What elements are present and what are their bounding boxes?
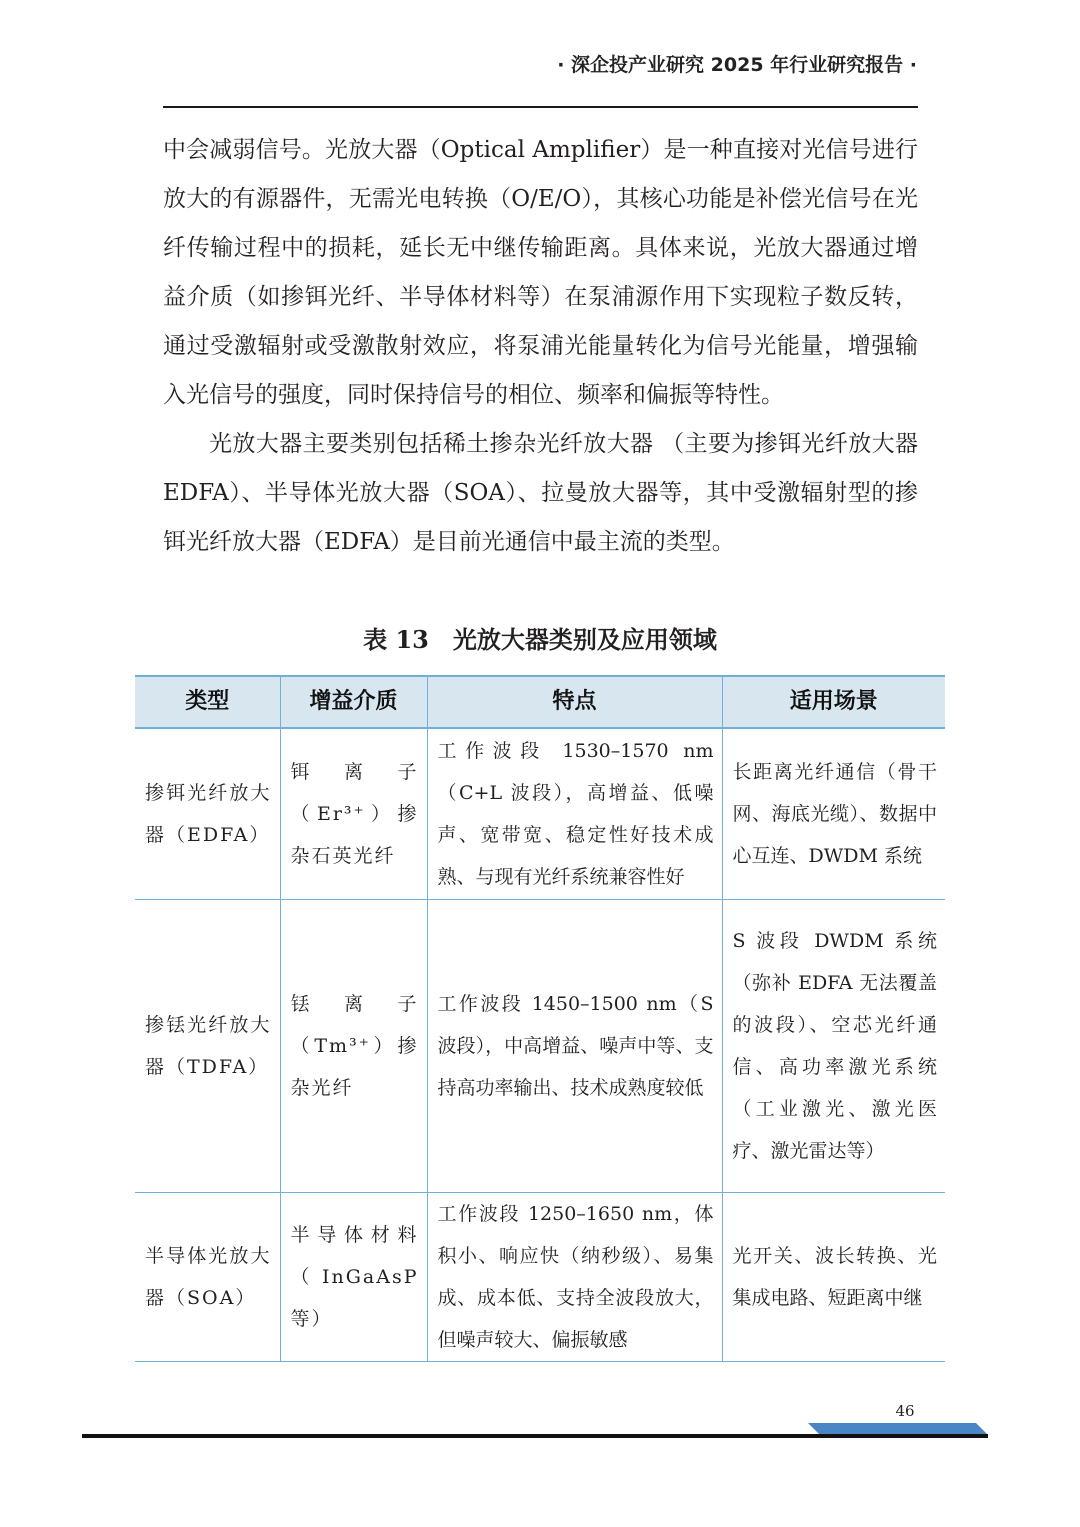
type-cell: 掺铥光纤放大器（TDFA）: [135, 900, 280, 1193]
table-title: 表 13 光放大器类别及应用领域: [363, 625, 717, 654]
footer-rule: [82, 1434, 988, 1438]
body-text: [163, 126, 918, 567]
running-header: · 深企投产业研究 2025 年行业研究报告 ·: [557, 54, 917, 76]
applications-cell: 光开关、波长转换、光集成电路、短距离中继: [722, 1193, 945, 1362]
amplifier-table: [135, 675, 945, 1362]
column-header: 类型: [135, 676, 280, 728]
applications-cell: S 波段 DWDM 系统（弥补 EDFA 无法覆盖的波段）、空芯光纤通信、高功率激光系统（工业激光、激光医疗、激光雷达等）: [722, 900, 945, 1193]
table-header-row: [135, 676, 945, 728]
table-row: [135, 728, 945, 900]
medium-cell: 半导体材料（InGaAsP 等）: [280, 1193, 427, 1362]
footer-accent-shape: [808, 1423, 988, 1435]
column-header: 增益介质: [280, 676, 427, 728]
type-cell: 半导体光放大器（SOA）: [135, 1193, 280, 1362]
applications-cell: 长距离光纤通信（骨干网、海底光缆）、数据中心互连、DWDM 系统: [722, 728, 945, 900]
header-rule: [163, 106, 918, 108]
table-row: [135, 1193, 945, 1362]
features-cell: 工作波段 1250–1650 nm，体积小、响应快（纳秒级）、易集成、成本低、支持全波段放大，但噪声较大、偏振敏感: [427, 1193, 722, 1362]
medium-cell: 铒离子（Er³⁺）掺杂石英光纤: [280, 728, 427, 900]
paragraph: 光放大器主要类别包括稀土掺杂光纤放大器 （主要为掺铒光纤放大器 EDFA）、半导体光放大器（SOA）、拉曼放大器等，其中受激辐射型的掺铒光纤放大器（EDFA）是目前光通信中最主流的类型。: [163, 431, 918, 555]
paragraph: 中会减弱信号。光放大器（Optical Amplifier）是一种直接对光信号进行放大的有源器件，无需光电转换（O/E/O），其核心功能是补偿光信号在光纤传输过程中的损耗，延长无中继传输距离。具体来说，光放大器通过增益介质（如掺铒光纤、半导体材料等）在泵浦源作用下实现粒子数反转，通过受激辐射或受激散射效应，将泵浦光能量转化为信号光能量，增强输入光信号的强度，同时保持信号的相位、频率和偏振等特性。: [163, 137, 918, 408]
type-cell: 掺铒光纤放大器（EDFA）: [135, 728, 280, 900]
medium-cell: 铥离子（Tm³⁺）掺杂光纤: [280, 900, 427, 1193]
features-cell: 工作波段 1530–1570 nm（C+L 波段），高增益、低噪声、宽带宽、稳定性好技术成熟、与现有光纤系统兼容性好: [427, 728, 722, 900]
column-header: 特点: [427, 676, 722, 728]
table-row: [135, 900, 945, 1193]
column-header: 适用场景: [722, 676, 945, 728]
features-cell: 工作波段 1450–1500 nm（S 波段），中高增益、噪声中等、支持高功率输出、技术成熟度较低: [427, 900, 722, 1193]
footer-bar: [0, 1420, 1080, 1450]
page-number: 46: [895, 1402, 915, 1420]
